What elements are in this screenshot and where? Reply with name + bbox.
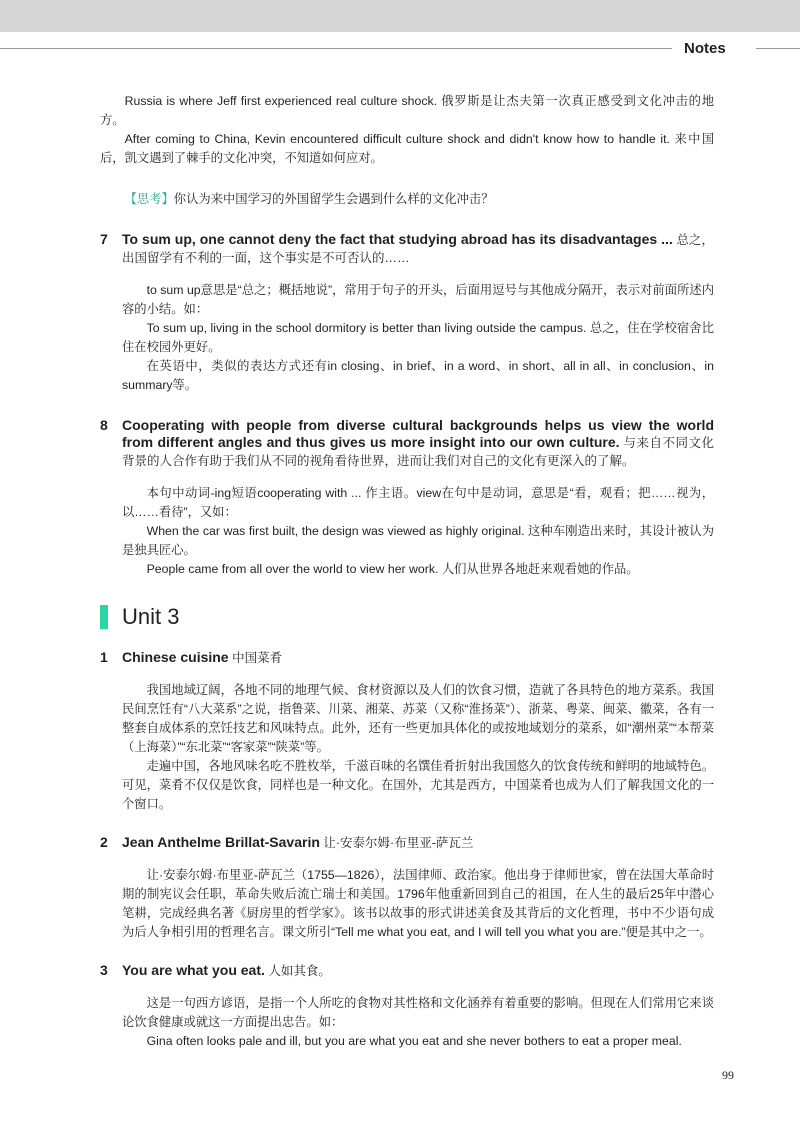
unit-note-2 <box>100 834 714 942</box>
note-paragraph: Gina often looks pale and ill, but you are what you eat and she never bothers to eat a proper meal. <box>146 1034 682 1048</box>
note-paragraph: People came from all over the world to view her work. 人们从世界各地赶来观看她的作品。 <box>146 562 639 576</box>
note-paragraph: 我国地域辽阔，各地不同的地理气候、食材资源以及人们的饮食习惯，造就了各具特色的地方菜系。我国民间烹饪有“八大菜系”之说，指鲁菜、川菜、湘菜、苏菜（又称“淮扬菜”）、浙菜、粤菜、闽菜、徽菜，各有一整套自成体系的烹饪技艺和风味特点。此外，还有一些更加具体化的或按地域划分的菜系，如“潮州菜”“本帮菜（上海菜）”“东北菜”“客家菜”“陕菜”等。 <box>122 683 714 754</box>
note-number: 2 <box>100 834 108 850</box>
unit-note-3 <box>100 962 714 1051</box>
note-paragraph: To sum up, living in the school dormitory is better than living outside the campus. 总之，住在学校宿舍比住在校园外更好。 <box>122 321 714 354</box>
unit-title: Unit 3 <box>122 604 180 629</box>
intro-example-1: Russia is where Jeff first experienced real culture shock. 俄罗斯是让杰夫第一次真正感受到文化冲击的地方。 <box>100 94 714 127</box>
note-paragraph: 在英语中，类似的表达方式还有in closing、in brief、in a word、in short、all in all、in conclusion、in summary等。 <box>122 359 714 392</box>
note-heading <box>100 962 714 980</box>
page-content <box>100 92 714 1051</box>
note-heading <box>100 834 714 852</box>
unit-note-1 <box>100 649 714 814</box>
note-body <box>100 994 714 1051</box>
note-heading-en: You are what you eat. <box>122 962 265 978</box>
note-paragraph: 让·安泰尔姆·布里亚-萨瓦兰（1755—1826），法国律师、政治家。他出身于律师世家，曾在法国大革命时期的制宪议会任职，革命失败后流亡瑞士和美国。1796年他重新回到自己的祖国，在人生的最后25年中潜心笔耕，完成经典名著《厨房里的哲学家》。该书以故事的形式讲述美食及其背后的文化哲理，书中不少语句成为后人争相引用的哲理名言。课文所引“Tell me what you eat, and I will tell you what you are.”便是其中之一。 <box>122 868 714 939</box>
note-heading-en: Jean Anthelme Brillat-Savarin <box>122 834 320 850</box>
note-number: 3 <box>100 962 108 978</box>
notes-label: Notes <box>684 40 726 57</box>
note-body <box>100 281 714 395</box>
note-paragraph: to sum up意思是“总之；概括地说”，常用于句子的开头，后面用逗号与其他成分隔开，表示对前面所述内容的小结。如： <box>122 283 714 316</box>
note-body <box>100 484 714 579</box>
intro-example-2: After coming to China, Kevin encountered difficult culture shock and didn't know how to handle it. 来中国后，凯文遇到了棘手的文化冲突，不知道如何应对。 <box>100 132 714 165</box>
note-heading <box>100 649 714 667</box>
note-heading-zh: 与来自不同文化背景的人合作有助于我们从不同的视角看待世界，进而让我们对自己的文化有更深入的了解。 <box>122 436 714 468</box>
header-rule-left <box>0 48 672 49</box>
page-number: 99 <box>722 1068 734 1082</box>
note-heading-en: Chinese cuisine <box>122 649 229 665</box>
note-body <box>100 866 714 942</box>
note-heading <box>100 231 714 267</box>
think-text: 你认为来中国学习的外国留学生会遇到什么样的文化冲击？ <box>173 192 494 206</box>
header-rule-right <box>756 48 800 49</box>
note-heading-zh: 人如其食。 <box>264 964 331 978</box>
note-heading-zh: 让·安泰尔姆·布里亚-萨瓦兰 <box>319 836 474 850</box>
think-prompt <box>100 190 714 209</box>
note-paragraph: 这是一句西方谚语，是指一个人所吃的食物对其性格和文化涵养有着重要的影响。但现在人们常用它来谈论饮食健康或就这一方面提出忠告。如： <box>122 996 714 1029</box>
note-heading-en: Cooperating with people from diverse cultural backgrounds helps us view the world from different angles and thus gives us more insight into our own culture. <box>122 417 714 450</box>
note-item-7 <box>100 231 714 395</box>
note-paragraph: 走遍中国，各地风味名吃不胜枚举，千滋百味的名馔佳肴折射出我国悠久的饮食传统和鲜明的地域特色。可见，菜肴不仅仅是饮食，同样也是一种文化。在国外，尤其是西方，中国菜肴也成为人们了解我国文化的一个窗口。 <box>122 759 714 811</box>
note-number: 1 <box>100 649 108 665</box>
note-heading <box>100 417 714 470</box>
unit-heading <box>100 603 714 633</box>
note-body <box>100 681 714 814</box>
think-tag: 【思考】 <box>124 192 174 206</box>
note-number: 7 <box>100 231 108 247</box>
unit-accent-bar <box>100 605 108 629</box>
note-paragraph: 本句中动词-ing短语cooperating with ... 作主语。view在句中是动词，意思是“看，观看；把……视为，以……看待”，又如： <box>122 486 714 519</box>
top-gray-band <box>0 0 800 32</box>
note-heading-zh: 中国菜肴 <box>228 651 283 665</box>
note-heading-zh: 总之，出国留学有不利的一面，这个事实是不可否认的…… <box>122 233 714 265</box>
note-number: 8 <box>100 417 108 433</box>
note-heading-en: To sum up, one cannot deny the fact that studying abroad has its disadvantages ... <box>122 231 673 247</box>
note-item-8 <box>100 417 714 579</box>
note-paragraph: When the car was first built, the design was viewed as highly original. 这种车刚造出来时，其设计被认为是独具匠心。 <box>122 524 714 557</box>
